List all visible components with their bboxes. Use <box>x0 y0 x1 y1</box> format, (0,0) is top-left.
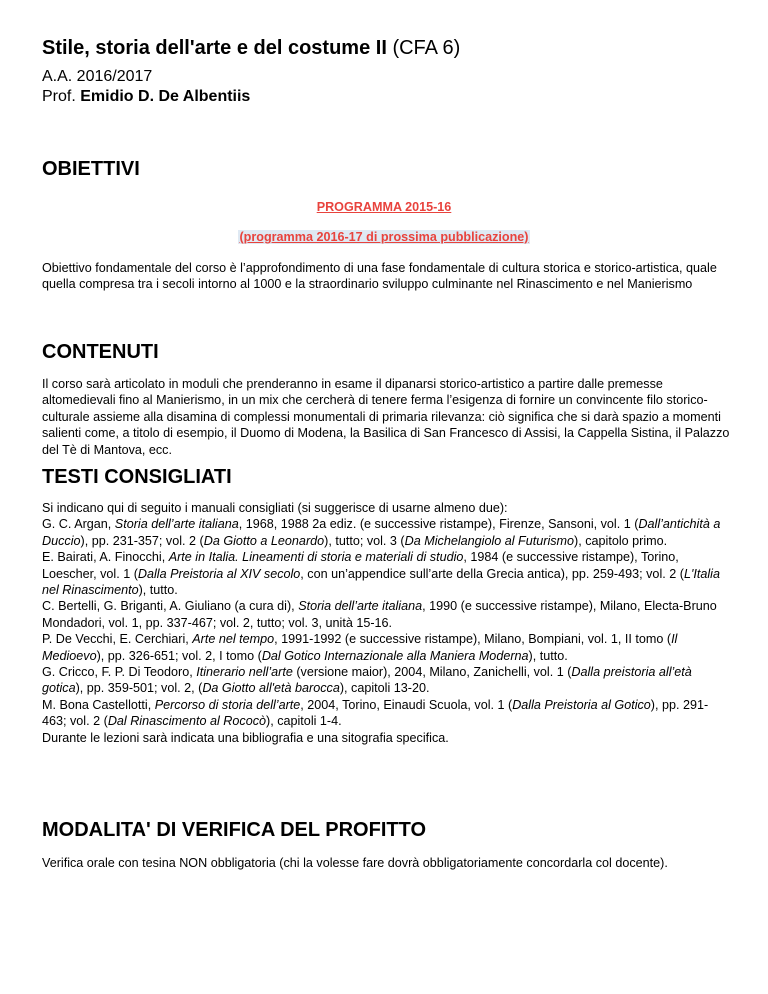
testi-intro: Si indicano qui di seguito i manuali consigliati (si suggerisce di usarne almeno due): <box>42 501 508 515</box>
ref-title: Dalla Preistoria al XIV secolo <box>137 566 301 581</box>
ref-title: Arte in Italia. Lineamenti di storia e materiali di studio <box>168 550 464 565</box>
course-title <box>42 37 460 60</box>
ref-text: ), pp. 326-651; vol. 2, I tomo ( <box>96 648 262 663</box>
ref-text: , con un’appendice sull’arte della Grecia antica), pp. 259-493; vol. 2 ( <box>300 566 684 581</box>
ref-text: ), pp. 359-501; vol. 2, ( <box>75 681 203 696</box>
course-credits: (CFA 6) <box>392 37 461 59</box>
reference-argan <box>42 516 732 549</box>
contenuti-body: Il corso sarà articolato in moduli che prenderanno in esame il dipanarsi storico-artistico a partire dalle premesse altomedievali fino al Manierismo, in un mix che cercherà di tenere ferma l’esigenza di fornire un convincente filo storico-culturale assieme alla disamina di complessi monumentali di primaria rilevanza: ciò significa che si darà spazio a momenti salienti come, a titolo di esempio, il Duomo di Modena, la Basilica di San Francesco di Assisi, la Cappella Sistina, il Palazzo del Tè di Mantova, ecc. <box>42 377 730 457</box>
ref-text: M. Bona Castellotti, <box>42 697 155 712</box>
ref-text: , 1968, 1988 2a ediz. (e successive ristampe), Firenze, Sansoni, vol. 1 ( <box>238 517 639 532</box>
ref-title: Itinerario nell’arte <box>196 665 293 680</box>
ref-title: Arte nel tempo <box>192 632 275 647</box>
reference-cricco <box>42 664 732 697</box>
ref-text: G. C. Argan, <box>42 517 115 532</box>
course-title-main: Stile, storia dell'arte e del costume II <box>42 37 387 59</box>
ref-title: Dal Gotico Internazionale alla Maniera Moderna <box>261 648 529 663</box>
reference-bona-castellotti <box>42 697 732 730</box>
ref-text: ), tutto. <box>528 648 568 663</box>
reference-bertelli <box>42 598 732 631</box>
professor-prefix: Prof. <box>42 88 81 105</box>
ref-text: ), tutto; vol. 3 ( <box>324 533 405 548</box>
ref-text: , 1990 (e successive ristampe), Milano, Electa-Bruno Mondadori, vol. 1, pp. 337-467; vol. 2, tutto; vol. 3, unità 15-16. <box>42 599 717 630</box>
ref-text: ), capitoli 13-20. <box>339 681 430 696</box>
ref-text: C. Bertelli, G. Briganti, A. Giuliano (a cura di), <box>42 599 299 614</box>
ref-title: L'Italia nel Rinascimento <box>42 566 720 598</box>
testi-list <box>42 500 732 746</box>
ref-title: Dal Rinascimento al Rococò <box>107 714 267 729</box>
reference-de-vecchi <box>42 631 732 664</box>
ref-title: Il Medioevo <box>42 632 678 663</box>
ref-text: ), pp. 231-357; vol. 2 ( <box>80 533 204 548</box>
heading-testi-consigliati: TESTI CONSIGLIATI <box>42 466 232 488</box>
programma-2016-link[interactable] <box>0 229 768 245</box>
ref-title: Dall’antichità a Duccio <box>42 517 721 548</box>
ref-title: Percorso di storia dell’arte <box>154 697 301 712</box>
ref-text: , 1991-1992 (e successive ristampe), Milano, Bompiani, vol. 1, II tomo ( <box>274 632 672 647</box>
academic-year: A.A. 2016/2017 <box>42 68 153 85</box>
programma-2016-link-text[interactable]: (programma 2016-17 di prossima pubblicazione) <box>239 230 529 244</box>
heading-obiettivi: OBIETTIVI <box>42 158 140 180</box>
ref-text: ), pp. 291-463; vol. 2 ( <box>42 697 709 729</box>
ref-title: Da Giotto a Leonardo <box>203 533 325 548</box>
professor-line <box>42 87 250 107</box>
reference-bairati <box>42 549 732 598</box>
ref-text: , 2004, Torino, Einaudi Scuola, vol. 1 ( <box>300 697 513 712</box>
programma-2015-link[interactable] <box>0 199 768 215</box>
ref-text: (versione maior), 2004, Milano, Zanichelli, vol. 1 ( <box>292 665 572 680</box>
professor-name: Emidio D. De Albentiis <box>80 88 251 105</box>
ref-text: ), capitolo primo. <box>574 533 668 548</box>
ref-text: P. De Vecchi, E. Cerchiari, <box>42 632 193 647</box>
heading-contenuti: CONTENUTI <box>42 341 159 363</box>
ref-title: Dalla preistoria all’età gotica <box>42 665 692 696</box>
ref-text: G. Cricco, F. P. Di Teodoro, <box>42 665 197 680</box>
programma-2015-link-text[interactable]: PROGRAMMA 2015-16 <box>316 200 452 214</box>
ref-title: Da Giotto all'età barocca <box>202 681 340 696</box>
ref-title: Storia dell’arte italiana <box>298 599 423 614</box>
ref-text: ), tutto. <box>138 583 178 598</box>
heading-verifica: MODALITA' DI VERIFICA DEL PROFITTO <box>42 819 427 841</box>
ref-title: Da Michelangiolo al Futurismo <box>404 533 575 548</box>
testi-outro: Durante le lezioni sarà indicata una bibliografia e una sitografia specifica. <box>42 730 449 745</box>
verifica-body: Verifica orale con tesina NON obbligatoria (chi la volesse fare dovrà obbligatoriamente concordarla col docente). <box>42 856 668 870</box>
ref-text: E. Bairati, A. Finocchi, <box>42 550 169 565</box>
obiettivi-body: Obiettivo fondamentale del corso è l’approfondimento di una fase fondamentale di cultura storica e storico-artistica, quale quella compresa tra i secoli intorno al 1000 e la straordinario sviluppo culminante nel Rinascimento e nel Manierismo <box>42 261 717 292</box>
ref-title: Storia dell’arte italiana <box>114 517 239 532</box>
ref-text: ), capitoli 1-4. <box>266 714 342 729</box>
ref-title: Dalla Preistoria al Gotico <box>512 697 651 712</box>
ref-text: , 1984 (e successive ristampe), Torino, Loescher, vol. 1 ( <box>42 550 679 581</box>
